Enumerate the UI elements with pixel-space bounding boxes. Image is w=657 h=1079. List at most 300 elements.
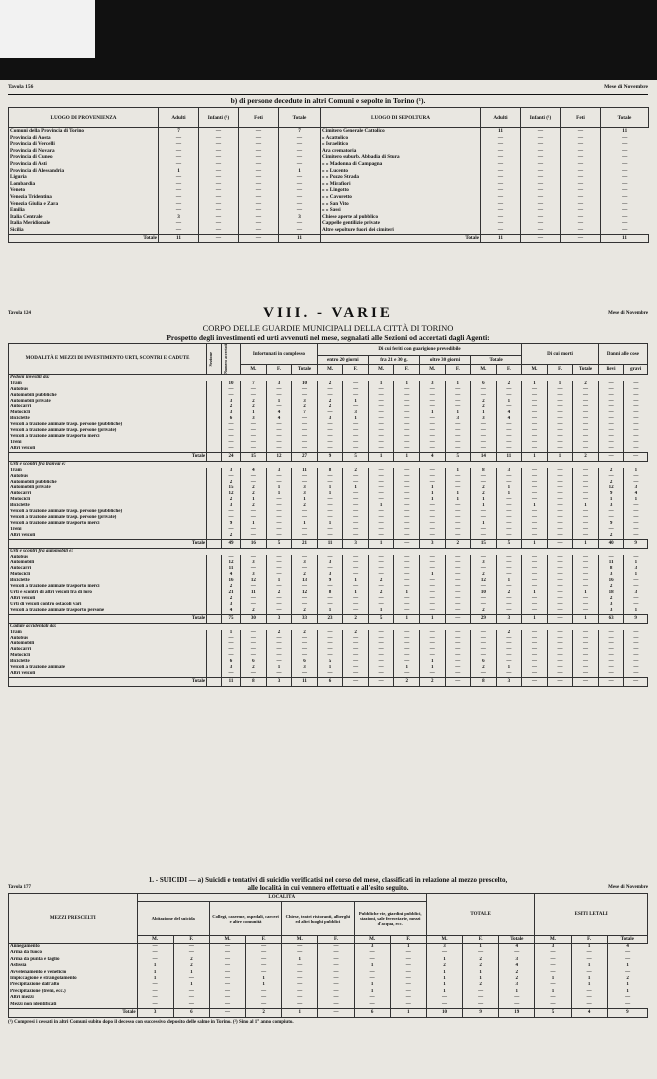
total-value: — [547, 677, 573, 686]
cell-value: — [239, 174, 279, 181]
cell-value: — [624, 665, 648, 671]
row-label: Autobus [9, 387, 207, 393]
cell-value: — [343, 491, 369, 497]
cell-value: — [279, 187, 321, 194]
cell-value: — [571, 957, 607, 963]
cell-value: — [419, 434, 445, 440]
cell-value: — [317, 503, 343, 509]
hdr-feti-r: Feti [561, 108, 601, 128]
cell-value: — [279, 141, 321, 148]
cell-value: — [209, 995, 245, 1001]
cell-value: — [496, 446, 522, 452]
corps-title: CORPO DELLE GUARDIE MUNICIPALI DELLA CITTÀ DI TORINO [202, 323, 454, 333]
cell-value: 1 [241, 410, 267, 416]
cell-value: 3 [266, 468, 292, 474]
total-value: 11 [496, 452, 522, 461]
cell-value: 2 [471, 665, 497, 671]
cell-value: — [471, 647, 497, 653]
row-label: Biciclette [9, 416, 207, 422]
cell-value: — [561, 141, 601, 148]
cell-value: 4 [499, 963, 535, 969]
cell-value: — [561, 148, 601, 155]
cell-value: 9 [598, 491, 624, 497]
cell-value: — [266, 602, 292, 608]
cell-value: — [354, 957, 390, 963]
cell-value: — [199, 128, 239, 135]
cell-value: — [561, 181, 601, 188]
cell-value: — [481, 168, 521, 175]
cell-value: — [343, 560, 369, 566]
cell-value: — [607, 970, 647, 976]
cell-value: 1 [496, 491, 522, 497]
cell-value: — [571, 995, 607, 1001]
cell-value: — [463, 995, 499, 1001]
cell-value: — [239, 154, 279, 161]
cell-value: — [445, 665, 471, 671]
cell-value: — [624, 509, 648, 515]
row-label: Provincia di Asti [9, 161, 159, 168]
cell-value: — [624, 381, 648, 387]
cell-value: — [419, 474, 445, 480]
cell-value: — [547, 578, 573, 584]
cell-value: — [266, 387, 292, 393]
month-label: Mese di Novembre [608, 311, 648, 316]
cell-value: — [282, 963, 318, 969]
cell-value: — [292, 480, 318, 486]
cell-value: — [445, 641, 471, 647]
cell-value: — [317, 647, 343, 653]
cell-value: — [426, 1002, 462, 1009]
cell-value: — [463, 1002, 499, 1009]
row-label: Urti di veicoli contro ostacoli vari [9, 602, 207, 608]
cell-value: — [522, 440, 548, 446]
cell-value: — [419, 440, 445, 446]
subheader-mf: F. [496, 365, 522, 375]
cell-value: — [624, 428, 648, 434]
cell-value: — [496, 503, 522, 509]
cell-value: — [221, 446, 240, 452]
row-label: Autocarri [9, 491, 207, 497]
cell-value: — [343, 503, 369, 509]
cell-value: — [239, 181, 279, 188]
cell-value: 4 [607, 944, 647, 951]
hdr-oltre-30: oltre 30 giorni [419, 355, 470, 364]
row-label: Veicoli a trazione animale trasp. persone (pubbliche) [9, 509, 207, 515]
subheader-mf: F. [547, 365, 573, 375]
cell-value: 2 [317, 381, 343, 387]
row-label: Autocarri [9, 566, 207, 572]
cell-value: — [266, 659, 292, 665]
cell-value: — [221, 671, 240, 677]
total-value: 2 [343, 614, 369, 623]
cell-value: 1 [343, 416, 369, 422]
cell-value: 1 [445, 381, 471, 387]
cell-value: — [221, 527, 240, 533]
cell-value: 1 [573, 503, 599, 509]
cell-value: — [292, 393, 318, 399]
cell-value: — [624, 578, 648, 584]
cell-value: — [547, 416, 573, 422]
row-label: Altre sepolture fuori dei cimiteri [321, 227, 481, 234]
cell-value: — [282, 995, 318, 1001]
cell-value: 1 [463, 944, 499, 951]
cell-value: — [292, 602, 318, 608]
cell-value: — [173, 989, 209, 995]
cell-value: — [159, 181, 199, 188]
cell-value: — [317, 596, 343, 602]
cell-value: — [471, 393, 497, 399]
cell-value: — [368, 387, 394, 393]
cell-value: 1 [471, 503, 497, 509]
total-value: 1 [522, 452, 548, 461]
cell-value: — [561, 154, 601, 161]
cell-value: — [547, 572, 573, 578]
row-label: Treni [9, 440, 207, 446]
cell-value: — [522, 659, 548, 665]
cell-value: — [390, 995, 426, 1001]
total-value: 1 [282, 1009, 318, 1018]
subheader-mf: Totale [292, 365, 318, 375]
cell-value: — [390, 963, 426, 969]
table-row [9, 174, 649, 181]
cell-value: — [419, 641, 445, 647]
hdr-totale: Totale [279, 108, 321, 128]
cell-value: — [573, 578, 599, 584]
cell-value: — [199, 194, 239, 201]
cell-value: — [471, 428, 497, 434]
cell-value: — [573, 584, 599, 590]
total-value: 1 [368, 452, 394, 461]
hdr-pubbliche-vie: Pubbliche vie, giardini pubblici, stazioni, sale ferroviarie, mezzi d'acqua, ecc. [354, 902, 426, 936]
cell-value: — [246, 950, 282, 956]
cell-value: — [368, 653, 394, 659]
cell-value: — [547, 515, 573, 521]
cell-value: — [292, 636, 318, 642]
cell-value: — [419, 555, 445, 561]
cell-value: — [496, 647, 522, 653]
cell-value: — [317, 584, 343, 590]
cell-value: 3 [221, 665, 240, 671]
cell-value: — [221, 555, 240, 561]
cell-value: — [481, 194, 521, 201]
hdr-abitazione: Abitazione del suicida [137, 902, 209, 936]
cell-value: — [571, 970, 607, 976]
cell-value: — [368, 393, 394, 399]
cell-value: — [601, 187, 649, 194]
cell-value: 3 [535, 944, 571, 951]
cell-value: — [522, 422, 548, 428]
table-row [9, 194, 649, 201]
cell-value: — [624, 596, 648, 602]
cell-value: — [159, 194, 199, 201]
table-row [9, 1002, 648, 1009]
cell-value: 4 [496, 410, 522, 416]
cell-value: — [522, 560, 548, 566]
cell-value: — [481, 214, 521, 221]
cell-value: — [209, 1002, 245, 1009]
cell-value: — [279, 174, 321, 181]
cell-value: — [221, 434, 240, 440]
hdr-entro-20: entro 20 giorni [317, 355, 368, 364]
cell-value: 1 [368, 503, 394, 509]
cell-value: — [159, 227, 199, 234]
row-label: » » Sassi [321, 207, 481, 214]
cell-value: — [445, 480, 471, 486]
cell-value: — [496, 428, 522, 434]
cell-value: — [496, 555, 522, 561]
provenance-table [8, 107, 649, 243]
cell-value: — [573, 468, 599, 474]
cell-value: — [521, 220, 561, 227]
cell-value: — [607, 957, 647, 963]
row-label: Emilia [9, 207, 159, 214]
cell-value: — [246, 963, 282, 969]
cell-value: — [547, 596, 573, 602]
total-value: 5 [368, 614, 394, 623]
cell-value: — [547, 399, 573, 405]
cell-value: 3 [292, 491, 318, 497]
total-value: 27 [292, 452, 318, 461]
cell-value: — [573, 509, 599, 515]
cell-value: — [445, 474, 471, 480]
cell-value: — [624, 521, 648, 527]
cell-value: 2 [368, 590, 394, 596]
cell-value: — [522, 474, 548, 480]
total-value: 5 [343, 452, 369, 461]
cell-value: — [445, 566, 471, 572]
cell-value: — [535, 1002, 571, 1009]
cell-value: 6 [471, 381, 497, 387]
cell-value: — [471, 584, 497, 590]
cell-value: — [521, 148, 561, 155]
cell-value: — [394, 503, 420, 509]
cell-value: — [368, 521, 394, 527]
cell-value: — [368, 527, 394, 533]
cell-value: — [547, 641, 573, 647]
cell-value: 1 [354, 982, 390, 988]
cell-value: — [343, 566, 369, 572]
cell-value: — [266, 521, 292, 527]
cell-value: — [573, 387, 599, 393]
cell-value: — [445, 521, 471, 527]
cell-value: — [471, 653, 497, 659]
cell-value: 1 [445, 468, 471, 474]
cell-value: 8 [598, 566, 624, 572]
cell-value: 2 [607, 976, 647, 982]
cell-value: 1 [496, 485, 522, 491]
cell-value: — [394, 578, 420, 584]
cell-value: — [343, 497, 369, 503]
cell-value: — [426, 995, 462, 1001]
cell-value: 3 [221, 410, 240, 416]
cell-value: — [343, 653, 369, 659]
cell-value: — [394, 446, 420, 452]
cell-value: — [522, 653, 548, 659]
cell-value: — [624, 404, 648, 410]
cell-value: 1 [607, 989, 647, 995]
cell-value: — [471, 527, 497, 533]
cell-value: — [239, 135, 279, 142]
row-label: Veicoli a trazione animale trasporto persone [9, 608, 207, 614]
cell-value: — [522, 533, 548, 539]
cell-value: 3 [598, 503, 624, 509]
row-label: Italia Meridionale [9, 220, 159, 227]
cell-value: — [547, 410, 573, 416]
cell-value: — [343, 387, 369, 393]
cell-value: 21 [221, 590, 240, 596]
cell-value: — [318, 982, 354, 988]
cell-value: — [471, 671, 497, 677]
cell-value: — [394, 440, 420, 446]
cell-value: — [246, 957, 282, 963]
cell-value: — [241, 555, 267, 561]
total-value: 5 [535, 1009, 571, 1018]
cell-value: — [368, 468, 394, 474]
cell-value: — [390, 950, 426, 956]
cell-value: 1 [445, 497, 471, 503]
cell-value: 1 [624, 468, 648, 474]
cell-value: — [624, 641, 648, 647]
cell-value: — [624, 653, 648, 659]
cell-value: — [368, 434, 394, 440]
total-label: Totale [9, 234, 159, 242]
cell-value: — [496, 497, 522, 503]
cell-value: 2 [241, 404, 267, 410]
cell-value: 1 [471, 521, 497, 527]
table-row [9, 181, 649, 188]
cell-value: — [221, 474, 240, 480]
cell-value: — [601, 161, 649, 168]
row-label: Chiese aperte al pubblico [321, 214, 481, 221]
cell-value: — [535, 957, 571, 963]
total-value: 10 [426, 1009, 462, 1018]
cell-value: — [159, 220, 199, 227]
cell-value: — [445, 434, 471, 440]
cell-value: — [601, 220, 649, 227]
cell-value: — [463, 950, 499, 956]
cell-value: 2 [241, 491, 267, 497]
cell-value: — [535, 995, 571, 1001]
cell-value: — [390, 957, 426, 963]
cell-value: — [282, 970, 318, 976]
section-suicidi [8, 876, 648, 1026]
row-label: Tram [9, 468, 207, 474]
cell-value: — [445, 659, 471, 665]
cell-value: — [496, 636, 522, 642]
cell-value: — [573, 485, 599, 491]
cell-value: — [624, 515, 648, 521]
row-label: Cimitero Generale Cattolico [321, 128, 481, 135]
cell-value: — [394, 428, 420, 434]
cell-value: — [368, 560, 394, 566]
cell-value: — [496, 572, 522, 578]
hdr-numero: Numero accertati [221, 344, 240, 375]
cell-value: — [522, 485, 548, 491]
cell-value: — [159, 161, 199, 168]
cell-value: — [496, 659, 522, 665]
total-value: — [598, 677, 624, 686]
row-label: Automobili private [9, 399, 207, 405]
cell-value: — [266, 584, 292, 590]
cell-value: — [522, 387, 548, 393]
cell-value: — [445, 555, 471, 561]
row-label: » » San Vito [321, 201, 481, 208]
subheader-mf: M. [209, 936, 245, 944]
cell-value: 2 [463, 963, 499, 969]
cell-value: — [292, 671, 318, 677]
cell-value: — [241, 474, 267, 480]
cell-value: — [624, 474, 648, 480]
cell-value: — [343, 446, 369, 452]
cell-value: — [445, 560, 471, 566]
cell-value: — [292, 527, 318, 533]
cell-value: — [522, 480, 548, 486]
cell-value: — [343, 636, 369, 642]
cell-value: 1 [266, 491, 292, 497]
cell-value: — [598, 393, 624, 399]
total-value: — [561, 234, 601, 242]
hdr-luogo-sepoltura: LUOGO DI SEPOLTURA [321, 108, 481, 128]
cell-value: 1 [317, 665, 343, 671]
row-label: Provincia di Cuneo [9, 154, 159, 161]
cell-value: 6 [471, 659, 497, 665]
cell-value: — [445, 446, 471, 452]
cell-value: — [481, 220, 521, 227]
total-value: 29 [471, 614, 497, 623]
cell-value: — [522, 636, 548, 642]
cell-value: — [522, 434, 548, 440]
cell-value: — [282, 944, 318, 951]
cell-value: — [209, 970, 245, 976]
cell-value: 3 [624, 485, 648, 491]
cell-value: — [246, 1002, 282, 1009]
cell-value: 3 [426, 944, 462, 951]
cell-value: — [199, 220, 239, 227]
cell-value: — [522, 578, 548, 584]
cell-value: — [292, 647, 318, 653]
cell-value: 11 [598, 560, 624, 566]
cell-value: 4 [266, 410, 292, 416]
cell-value: — [521, 214, 561, 221]
cell-value: — [279, 135, 321, 142]
total-value: 12 [266, 452, 292, 461]
row-label: » Acattolico [321, 135, 481, 142]
total-value: 5 [496, 539, 522, 548]
cell-value: — [279, 207, 321, 214]
cell-value: — [317, 630, 343, 636]
cell-value: 3 [241, 560, 267, 566]
cell-value: — [496, 584, 522, 590]
cell-value: — [368, 647, 394, 653]
cell-value: — [368, 446, 394, 452]
cell-value: — [419, 630, 445, 636]
cell-value: — [496, 653, 522, 659]
total-label: Totale [9, 1009, 138, 1018]
cell-value: 2 [496, 630, 522, 636]
cell-value: — [573, 428, 599, 434]
cell-value: — [241, 440, 267, 446]
group-label: Cadute accidentali da: [9, 623, 648, 630]
cell-value: — [471, 515, 497, 521]
cell-value: 11 [292, 468, 318, 474]
total-value: 2 [394, 677, 420, 686]
footnote: (¹) Compresi i cessati in altri Comuni subito dopo il decesso con successivo deposito delle salme in Torino. (²) Sino al 1° anno compiuto. [8, 1020, 294, 1026]
cell-value: — [601, 227, 649, 234]
cell-value: 3 [598, 572, 624, 578]
row-label: Precipitazione dall'alto [9, 982, 138, 988]
cell-value: — [547, 468, 573, 474]
total-value: 3 [419, 539, 445, 548]
